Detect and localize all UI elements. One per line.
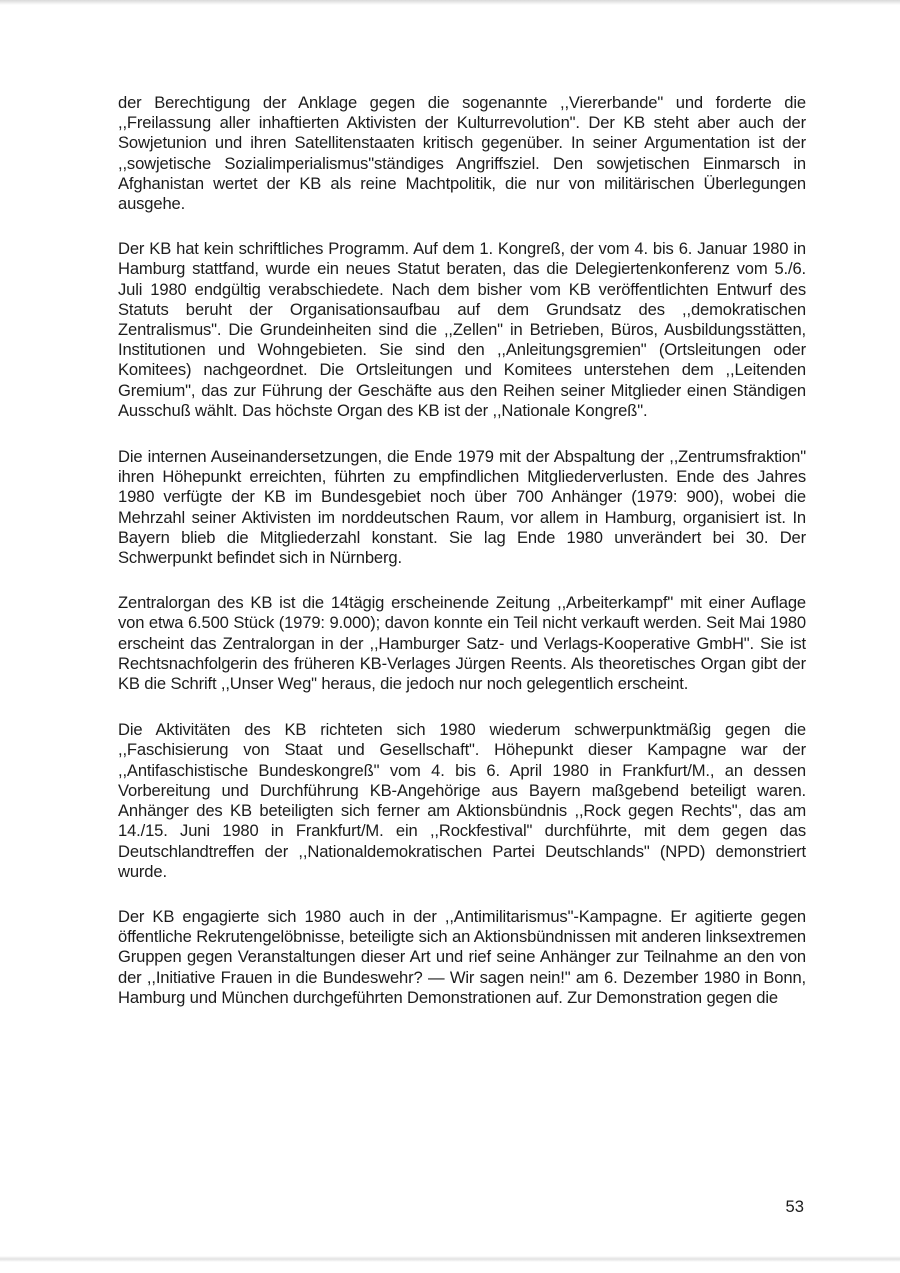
body-text	[118, 93, 806, 1030]
page-number: 53	[785, 1197, 804, 1216]
paragraph-3: Die internen Auseinandersetzungen, die Ende 1979 mit der Abspaltung der ,,Zentrumsfraktion" ihren Höhepunkt erreichten, führten zu empfindlichen Mitgliederverlusten. Ende des Jahres 1980 verfügte der KB im Bundesgebiet noch über 700 Anhänger (1979: 900), wobei die Mehrzahl seiner Aktivisten im norddeutschen Raum, vor allem in Hamburg, organisiert ist. In Bayern blieb die Mitgliederzahl konstant. Sie lag Ende 1980 unverändert bei 30. Der Schwerpunkt befindet sich in Nürnberg.	[118, 447, 806, 568]
paragraph-2: Der KB hat kein schriftliches Programm. Auf dem 1. Kongreß, der vom 4. bis 6. Januar 1980 in Hamburg stattfand, wurde ein neues Statut beraten, das die Delegiertenkonferenz vom 5./6. Juli 1980 endgültig verabschiedete. Nach dem bisher vom KB veröffentlichten Entwurf des Statuts beruht der Organisationsaufbau auf dem Grundsatz des ,,demokratischen Zentralismus". Die Grundeinheiten sind die ,,Zellen" in Betrieben, Büros, Ausbildungsstätten, Institutionen und Wohngebieten. Sie sind den ,,Anleitungsgremien" (Ortsleitungen oder Komitees) nachgeordnet. Die Ortsleitungen und Komitees unterstehen dem ,,Leitenden Gremium", das zur Führung der Geschäfte aus den Reihen seiner Mitglieder einen Ständigen Ausschuß wählt. Das höchste Organ des KB ist der ,,Nationale Kongreß".	[118, 239, 806, 420]
scan-edge-bottom	[0, 1256, 900, 1262]
scan-edge-top	[0, 0, 900, 5]
paragraph-6: Der KB engagierte sich 1980 auch in der ,,Antimilitarismus"-Kampagne. Er agitierte gegen öffentliche Rekrutengelöbnisse, beteiligte sich an Aktionsbündnissen mit anderen linksextremen Gruppen gegen Veranstaltungen dieser Art und rief seine Anhänger zur Teilnahme an den von der ,,Initiative Frauen in die Bundeswehr? — Wir sagen nein!" am 6. Dezember 1980 in Bonn, Hamburg und München durchgeführten Demonstrationen auf. Zur Demonstration gegen die	[118, 906, 806, 1007]
paragraph-4: Zentralorgan des KB ist die 14tägig erscheinende Zeitung ,,Arbeiterkampf" mit einer Auflage von etwa 6.500 Stück (1979: 9.000); davon konnte ein Teil nicht verkauft werden. Seit Mai 1980 erscheint das Zentralorgan in der ,,Hamburger Satz- und Verlags-Kooperative GmbH". Sie ist Rechtsnachfolgerin des früheren KB-Verlages Jürgen Reents. Als theoretisches Organ gibt der KB die Schrift ,,Unser Weg" heraus, die jedoch nur noch gelegentlich erscheint.	[118, 593, 806, 694]
paragraph-1: der Berechtigung der Anklage gegen die sogenannte ,,Viererbande" und forderte die ,,Freilassung aller inhaftierten Aktivisten der Kulturrevolution". Der KB steht aber auch der Sowjetunion und ihren Satellitenstaaten kritisch gegenüber. In seiner Argumentation ist der ,,sowjetische Sozialimperialismus"ständiges Angriffsziel. Den sowjetischen Einmarsch in Afghanistan wertet der KB als reine Machtpolitik, die nur von militärischen Überlegungen ausgehe.	[118, 93, 806, 214]
paragraph-5: Die Aktivitäten des KB richteten sich 1980 wiederum schwerpunktmäßig gegen die ,,Faschisierung von Staat und Gesellschaft". Höhepunkt dieser Kampagne war der ,,Antifaschistische Bundeskongreß" vom 4. bis 6. April 1980 in Frankfurt/M., an dessen Vorbereitung und Durchführung KB-Angehörige aus Bayern maßgebend beteiligt waren. Anhänger des KB beteiligten sich ferner am Aktionsbündnis ,,Rock gegen Rechts", das am 14./15. Juni 1980 in Frankfurt/M. ein ,,Rockfestival" durchführte, mit dem gegen das Deutschlandtreffen der ,,Nationaldemokratischen Partei Deutschlands" (NPD) demonstriert wurde.	[118, 720, 806, 881]
